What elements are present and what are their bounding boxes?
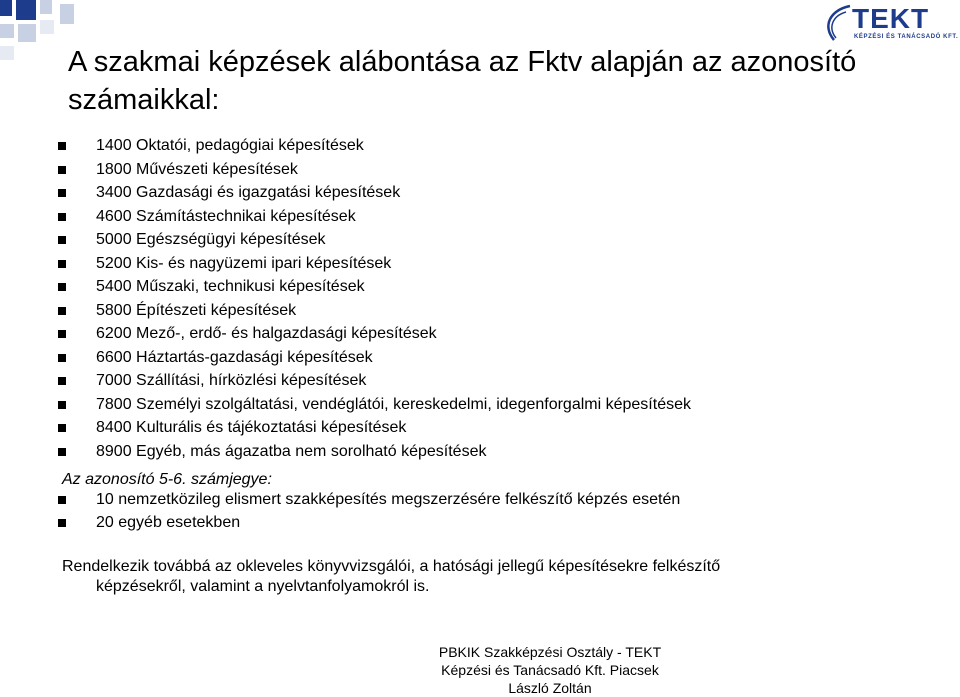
footer-credit [300,643,800,697]
list-item: 4600 Számítástechnikai képesítések [58,207,691,231]
decor-square [18,24,36,42]
list-item: 5400 Műszaki, technikusi képesítések [58,277,691,301]
footer-line: László Zoltán [508,680,592,696]
tekt-logo [820,0,959,44]
digit-subheading: Az azonosító 5-6. számjegye: [62,471,272,488]
decor-square [40,20,54,34]
logo-brand-text: TEKT [852,3,930,34]
list-item: 7000 Szállítási, hírközlési képesítések [58,371,691,395]
paragraph-line: képzésekről, valamint a nyelvtanfolyamokról is. [96,578,430,595]
list-item: 5800 Építészeti képesítések [58,301,691,325]
list-item: 5000 Egészségügyi képesítések [58,230,691,254]
list-item: 1400 Oktatói, pedagógiai képesítések [58,136,691,160]
footer-line: Képzési és Tanácsadó Kft. Piacsek [441,662,659,678]
list-item: 6600 Háztartás-gazdasági képesítések [58,348,691,372]
list-item: 5200 Kis- és nagyüzemi ipari képesítések [58,254,691,278]
list-item: 1800 Művészeti képesítések [58,160,691,184]
logo-tagline: KÉPZÉSI ÉS TANÁCSADÓ KFT. [854,34,959,40]
list-item: 8900 Egyéb, más ágazatba nem sorolható képesítések [58,442,691,466]
decor-square [16,0,36,20]
decor-square [40,0,52,14]
list-item: 10 nemzetközileg elismert szakképesítés megszerzésére felkészítő képzés esetén [58,490,680,513]
decor-square [0,0,12,16]
decor-square [0,24,14,38]
list-item: 3400 Gazdasági és igazgatási képesítések [58,183,691,207]
code-list [58,136,691,465]
paragraph-line: Rendelkezik továbbá az okleveles könyvvizsgálói, a hatósági jellegű képesítésekre felkészítő [62,558,721,575]
list-item: 20 egyéb esetekben [58,513,680,536]
decor-square [0,46,14,60]
footer-line: PBKIK Szakképzési Osztály - TEKT [438,644,662,660]
list-item: 7800 Személyi szolgáltatási, vendéglátói, kereskedelmi, idegenforgalmi képesítések [58,395,691,419]
slide-title: A szakmai képzések alábontása az Fktv alapján az azonosító számaikkal: [68,46,857,116]
list-item: 8400 Kulturális és tájékoztatási képesítések [58,418,691,442]
digit-list [58,490,680,536]
closing-paragraph [62,557,882,597]
decor-square [60,4,74,24]
list-item: 6200 Mező-, erdő- és halgazdasági képesítések [58,324,691,348]
